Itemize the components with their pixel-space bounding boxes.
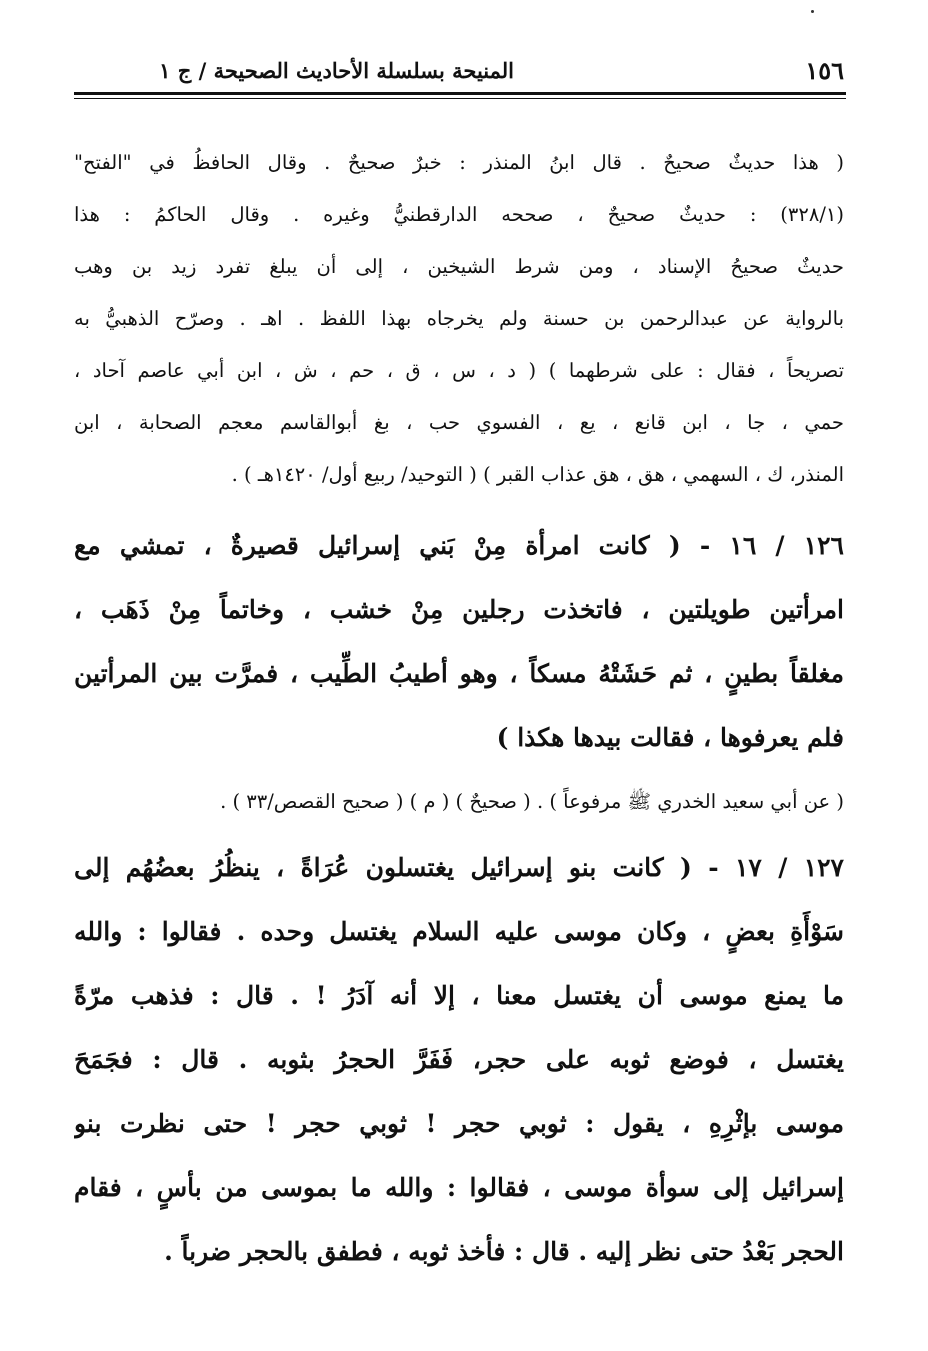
note-line: ( هذا حديثٌ صحيحٌ . قال ابنُ المنذر : خبرٌ صحيحٌ . وقال الحافظُ في "الفتح" bbox=[74, 151, 844, 174]
page-number: ١٥٦ bbox=[805, 56, 844, 85]
hadith-line: مغلقاً بطينٍ ، ثم حَشَتْهُ مسكاً ، وهو أطيبُ الطِّيب ، فمرَّت بين المرأتين bbox=[74, 659, 844, 688]
note-line: تصريحاً ، فقال : على شرطهما ) ( د ، س ، ق ، حم ، ش ، ابن أبي عاصم آحاد ، bbox=[74, 359, 844, 382]
hadith-line: الحجر بَعْدُ حتى نظر إليه . قال : فأخذ ثوبه ، فطفق بالحجر ضرباً . bbox=[164, 1237, 844, 1266]
hadith-line: ١٢٦ / ١٦ - ( كانت امرأة مِنْ بَني إسرائيل قصيرةٌ ، تمشي مع bbox=[74, 531, 844, 560]
scan-speck bbox=[811, 10, 814, 13]
header-rule-thick bbox=[74, 92, 846, 95]
note-line: المنذر، ك ، السهمي ، هق ، هق عذاب القبر ) ( التوحيد/ ربيع أول/ ١٤٢٠هـ ) . bbox=[231, 463, 844, 486]
hadith-line: امرأتين طويلتين ، فاتخذت رجلين مِنْ خشب ، وخاتماً مِنْ ذَهَب ، bbox=[74, 595, 844, 624]
hadith-line: سَوْأَةِ بعضٍ ، وكان موسى عليه السلام يغتسل وحده . فقالوا : والله bbox=[74, 917, 844, 946]
hadith-line: إسرائيل إلى سوأة موسى ، فقالوا : والله ما بموسى من بأسٍ ، فقام bbox=[74, 1173, 844, 1202]
reference-line: ( عن أبي سعيد الخدري ﷺ مرفوعاً ) . ( صحيحٌ ) ( م ) ( صحيح القصص/٣٣ ) . bbox=[220, 790, 844, 813]
takhrij-note bbox=[74, 137, 844, 501]
header-rule-thin bbox=[74, 98, 846, 99]
hadith-line: ١٢٧ / ١٧ - ( كانت بنو إسرائيل يغتسلون عُرَاةً ، ينظُرُ بعضُهُم إلى bbox=[74, 853, 844, 882]
hadith-line: موسى بإثْرِهِ ، يقول : ثوبي حجر ! ثوبي حجر ! حتى نظرت بنو bbox=[74, 1109, 844, 1138]
hadith-127 bbox=[74, 836, 844, 1284]
note-line: (٣٢٨/١) : حديثٌ صحيحٌ ، صححه الدارقطنيُّ وغيره . وقال الحاكمُ : هذا bbox=[74, 203, 844, 226]
page-header bbox=[74, 56, 844, 86]
hadith-line: فلم يعرفوها ، فقالت بيدها هكذا ) bbox=[496, 723, 844, 752]
hadith-line: يغتسل ، فوضع ثوبه على حجر، فَفَرَّ الحجرُ بثوبه . قال : فجَمَحَ bbox=[74, 1045, 844, 1074]
hadith-126-reference bbox=[74, 782, 844, 822]
note-line: حمي ، جا ، ابن قانع ، يع ، الفسوي حب ، بغ أبوالقاسم معجم الصحابة ، ابن bbox=[74, 411, 844, 434]
running-title: المنيحة بسلسلة الأحاديث الصحيحة / ج ١ bbox=[159, 58, 514, 83]
hadith-126 bbox=[74, 514, 844, 770]
note-line: بالرواية عن عبدالرحمن بن حسنة ولم يخرجاه بهذا اللفظ . اهـ . وصرّح الذهبيُّ به bbox=[74, 307, 844, 330]
hadith-line: ما يمنع موسى أن يغتسل معنا ، إلا أنه آدَرُ ! . قال : فذهب مرّةً bbox=[74, 981, 844, 1010]
note-line: حديثٌ صحيحُ الإسناد ، ومن شرط الشيخين ، إلى أن يبلغ تفرد زيد بن وهب bbox=[74, 255, 844, 278]
